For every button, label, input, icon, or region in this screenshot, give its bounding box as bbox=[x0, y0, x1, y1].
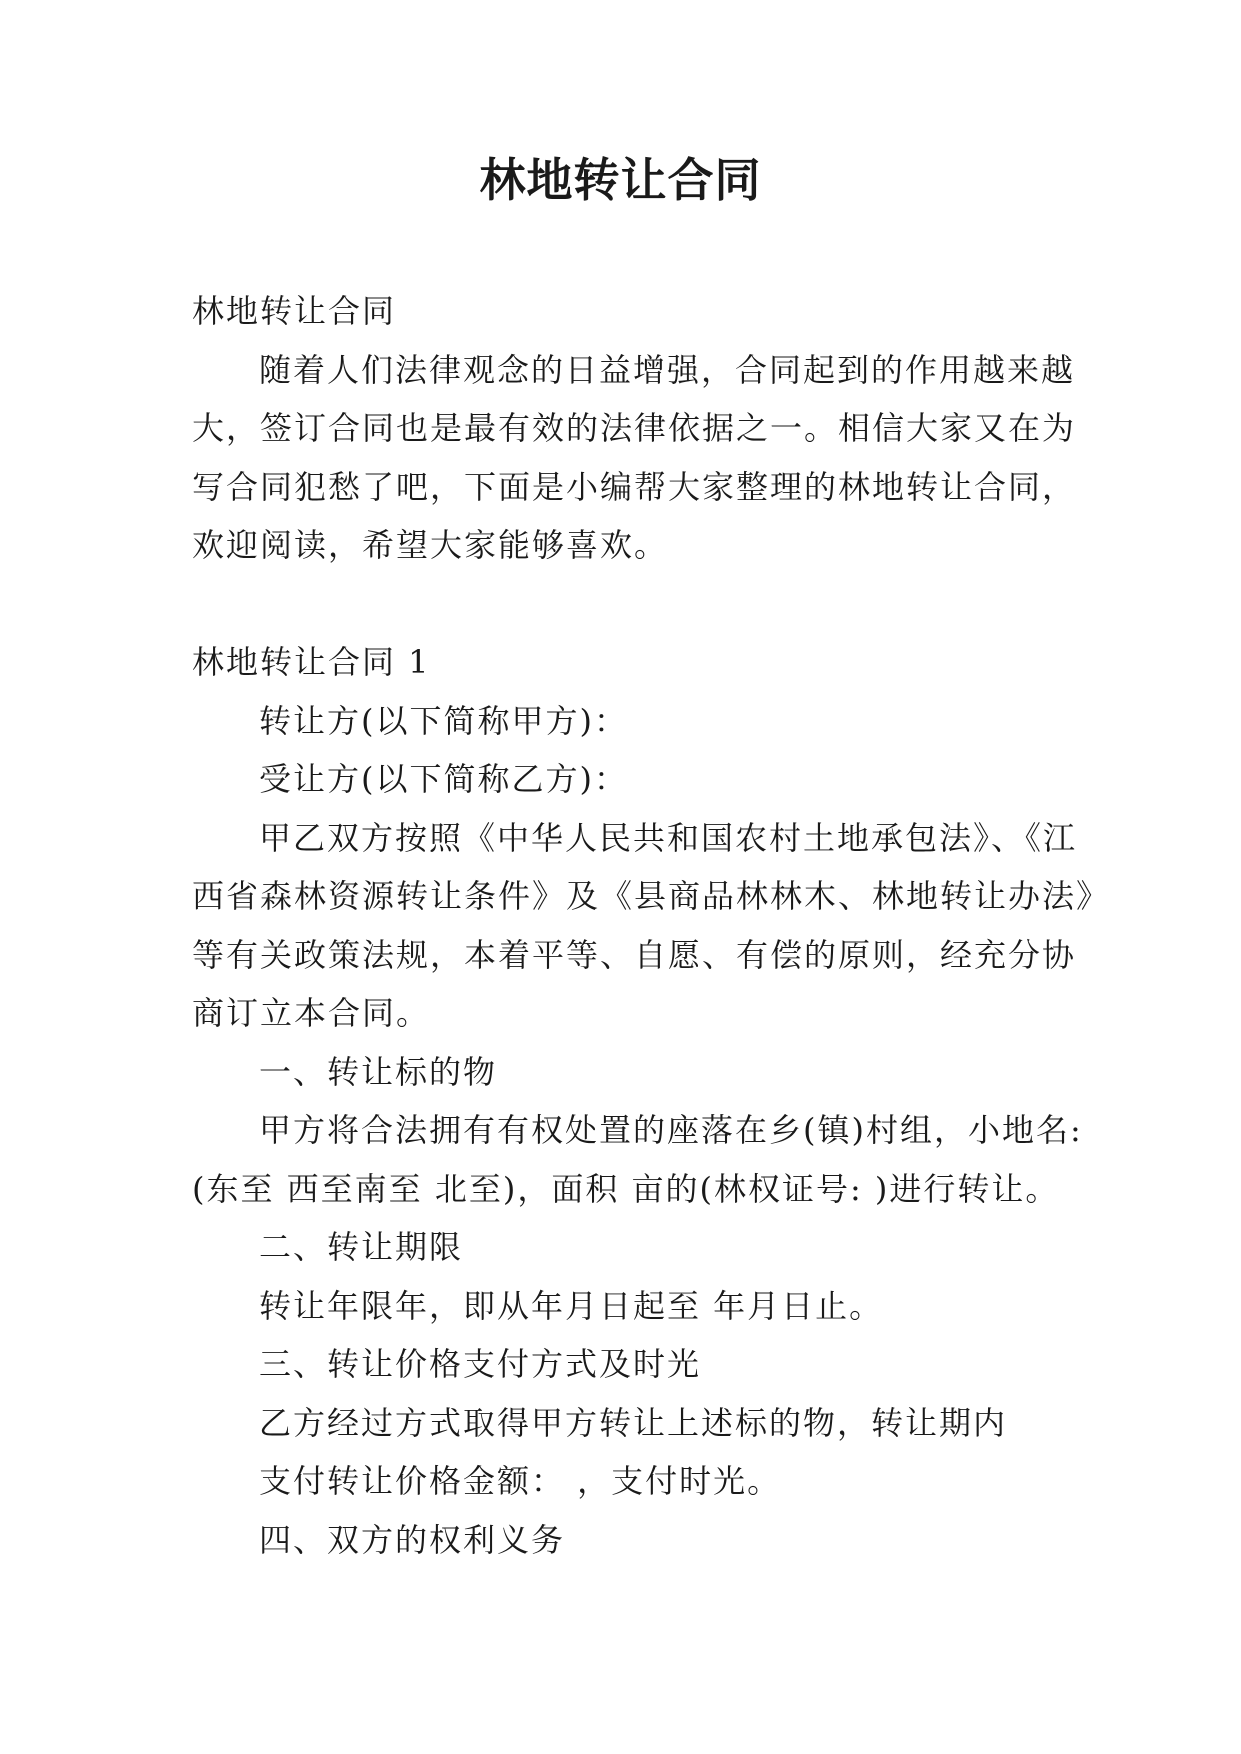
subheading-contract-1: 林地转让合同 1 bbox=[192, 643, 431, 681]
preamble-line: 商订立本合同。 bbox=[192, 994, 431, 1032]
intro-paragraph-line: 大，签订合同也是最有效的法律依据之一。相信大家又在为 bbox=[192, 409, 1077, 447]
document-title: 林地转让合同 bbox=[479, 153, 762, 207]
section-heading-1: 一、转让标的物 bbox=[259, 1052, 498, 1091]
subheading-intro: 林地转让合同 bbox=[192, 292, 397, 330]
blank-line bbox=[192, 575, 1052, 634]
intro-paragraph-line: 写合同犯愁了吧，下面是小编帮大家整理的林地转让合同， bbox=[192, 467, 1077, 506]
transferor-line: 转让方(以下简称甲方)： bbox=[259, 701, 628, 740]
section-1-text: (东至 西至南至 北至)，面积 亩的(林权证号: )进行转让。 bbox=[192, 1169, 1060, 1208]
document-body bbox=[192, 282, 1111, 1569]
intro-paragraph-line: 随着人们法律观念的日益增强，合同起到的作用越来越 bbox=[259, 350, 1076, 389]
section-1-text: 甲方将合法拥有有权处置的座落在乡(镇)村组，小地名: bbox=[259, 1111, 1083, 1149]
section-3-text: 支付转让价格金额： ，支付时光。 bbox=[259, 1462, 782, 1500]
section-heading-3: 三、转让价格支付方式及时光 bbox=[259, 1345, 702, 1383]
section-2-text: 转让年限年，即从年月日起至 年月日止。 bbox=[259, 1286, 884, 1325]
section-heading-2: 二、转让期限 bbox=[259, 1228, 464, 1266]
intro-paragraph-line: 欢迎阅读，希望大家能够喜欢。 bbox=[192, 526, 669, 564]
preamble-line: 甲乙双方按照《中华人民共和国农村土地承包法》、《江 bbox=[259, 818, 1078, 857]
preamble-line: 西省森林资源转让条件》及《县商品林林木、林地转让办法》 bbox=[192, 877, 1111, 915]
section-3-text: 乙方经过方式取得甲方转让上述标的物，转让期内 bbox=[259, 1403, 1008, 1442]
preamble-line: 等有关政策法规，本着平等、自愿、有偿的原则，经充分协 bbox=[192, 935, 1077, 974]
section-heading-4: 四、双方的权利义务 bbox=[259, 1520, 566, 1559]
transferee-line: 受让方(以下简称乙方)： bbox=[259, 760, 628, 798]
